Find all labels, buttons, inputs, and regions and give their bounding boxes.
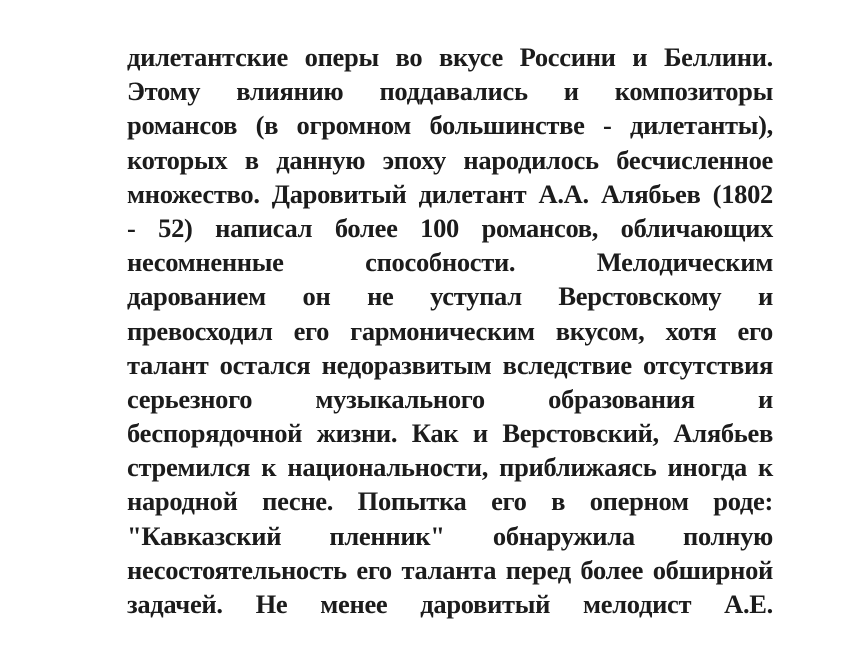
text-line: - 52) написал более 100 романсов, обличающих <box>127 212 773 243</box>
text-line: несостоятельность его таланта перед более обширной <box>127 554 773 585</box>
text-paragraph <box>127 40 773 621</box>
text-line: несомненные способности. Мелодическим <box>127 247 773 278</box>
text-line: дилетантские оперы во вкусе Россини и Беллини. <box>127 42 773 72</box>
text-line: народной песне. Попытка его в оперном роде: <box>127 486 773 517</box>
text-line: серьезного музыкального образования и <box>127 383 773 414</box>
text-line: талант остался недоразвитым вследствие отсутствия <box>127 349 773 380</box>
text-line: дарованием он не уступал Верстовскому и <box>127 281 773 312</box>
text-line: стремился к национальности, приближаясь иногда к <box>127 452 773 483</box>
text-line: романсов (в огромном большинстве - дилетанты), <box>127 110 773 141</box>
text-line: которых в данную эпоху народилось бесчисленное <box>127 144 773 175</box>
text-line: беспорядочной жизни. Как и Верстовский, Алябьев <box>127 418 773 449</box>
text-line: превосходил его гармоническим вкусом, хотя его <box>127 315 773 346</box>
text-line: Этому влиянию поддавались и композиторы <box>127 76 773 107</box>
text-line: задачей. Не менее даровитый мелодист А.Е. <box>127 589 773 619</box>
text-line: множество. Даровитый дилетант А.А. Алябьев (1802 <box>127 178 773 209</box>
text-line: "Кавказский пленник" обнаружила полную <box>127 520 773 551</box>
